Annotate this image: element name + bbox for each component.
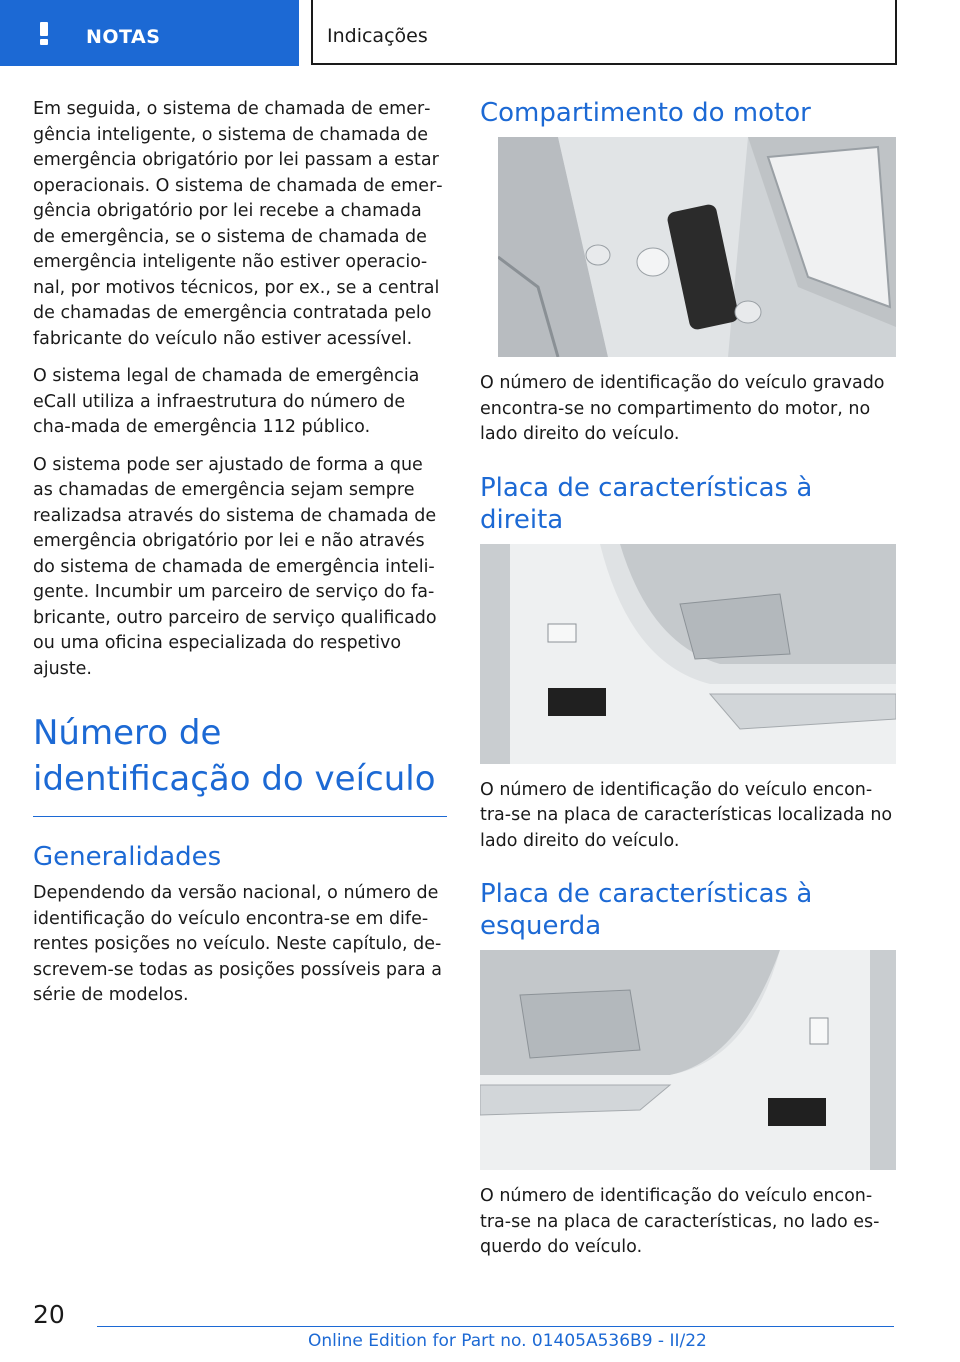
left-column bbox=[33, 97, 447, 1021]
paragraph-ecall: O sistema legal de chamada de emergência eCall utiliza a infraestrutura do número de cha‐mada de emergência 112 público. bbox=[33, 366, 420, 437]
header-section-box bbox=[311, 0, 897, 65]
section-title-right-plate: Placa de características à direita bbox=[480, 472, 813, 535]
header-tab-label: NOTAS bbox=[86, 26, 161, 48]
left-plate-image bbox=[480, 950, 896, 1170]
section-title-engine: Compartimento do motor bbox=[480, 98, 811, 128]
paragraph-emergency-systems: Em seguida, o sistema de chamada de emer‐gência inteligente, o sistema de chamada de emergência obrigatório por lei passam a estar operacionais. O sistema de chamada de emer‐gência obrigatório por lei recebe a chamada de emergência, se o sistema de chamada de emergência inteligente não estiver operacio‐nal, por motivos técnicos, por ex., se a central de chamadas de emergência contratada pelo fabricante do veículo não estiver acessível. bbox=[33, 99, 443, 349]
section-title-generalities: Generalidades bbox=[33, 842, 222, 872]
paragraph-engine: O número de identificação do veículo gravado encontra-se no compartimento do motor, no lado direito do veículo. bbox=[480, 373, 885, 444]
engine-compartment-image bbox=[498, 137, 896, 357]
header-section-label: Indicações bbox=[327, 25, 428, 47]
chapter-title: Número de identificação do veículo bbox=[33, 710, 447, 817]
right-plate-image bbox=[480, 544, 896, 764]
section-title-left-plate: Placa de características à esquerda bbox=[480, 879, 813, 941]
footer-edition: Online Edition for Part no. 01405A536B9 - II/22 bbox=[308, 1331, 707, 1351]
paragraph-right-plate: O número de identificação do veículo encon‐tra-se na placa de características localizada no lado direito do veículo. bbox=[480, 779, 893, 851]
footer-divider bbox=[97, 1326, 894, 1327]
paragraph-left-plate: O número de identificação do veículo encon‐tra-se na placa de características, no lado es‐querdo do veículo. bbox=[480, 1186, 880, 1257]
page-number: 20 bbox=[33, 1300, 65, 1329]
right-column bbox=[480, 97, 896, 1273]
paragraph-adjustment: O sistema pode ser ajustado de forma a que as chamadas de emergência sejam sempre realizadsa através do sistema de chamada de emergência obrigatório por lei e não através do sistema de chamada de emergência inteli‐gente. Incumbir um parceiro de serviço do fa‐bricante, outro parceiro de serviço qualificado ou uma oficina especializada do respetivo ajuste. bbox=[33, 454, 437, 679]
paragraph-generalities: Dependendo da versão nacional, o número de identificação do veículo encontra-se em dife‐rentes posições no veículo. Neste capítulo, de‐screvem-se todas as posições possíveis para a série de modelos. bbox=[33, 883, 442, 1005]
exclamation-icon bbox=[40, 22, 48, 44]
header-notes-tab bbox=[0, 0, 299, 66]
